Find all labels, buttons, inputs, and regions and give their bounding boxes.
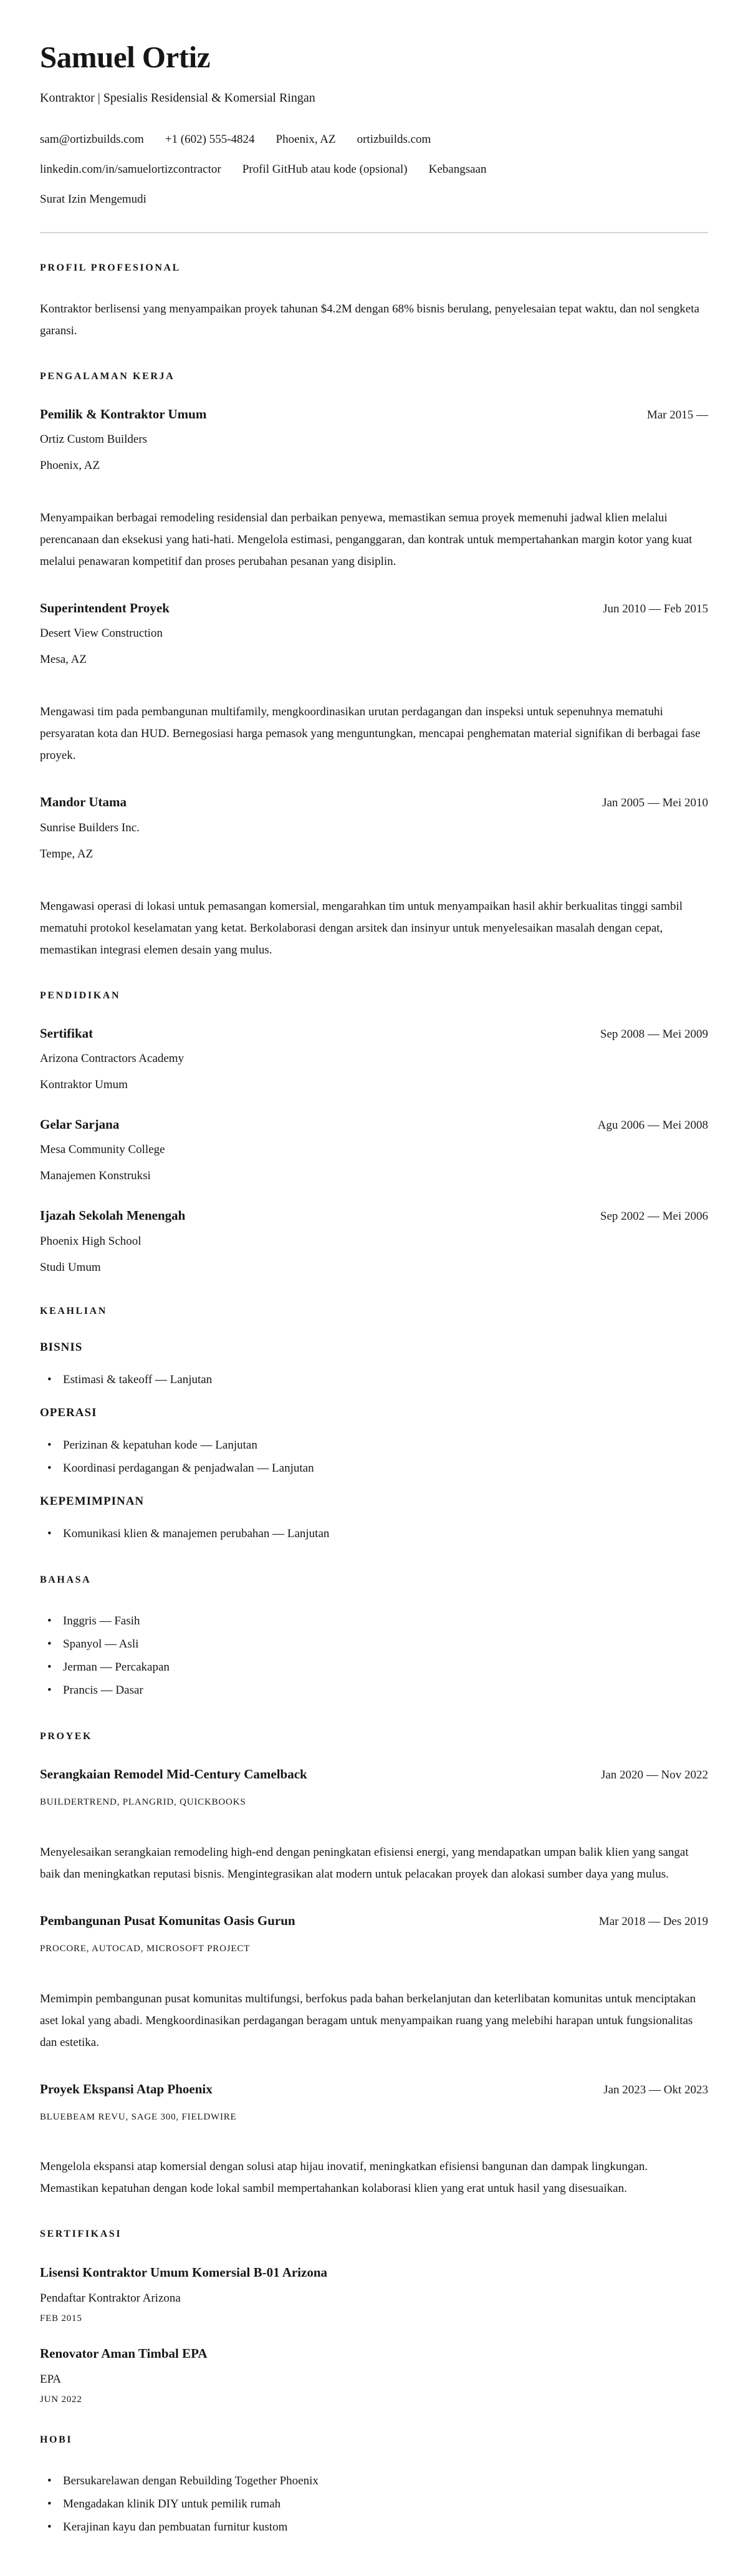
- job-dates: Jan 2005 — Mei 2010: [602, 796, 708, 810]
- contact-website: ortizbuilds.com: [357, 133, 431, 147]
- education-dates: Sep 2002 — Mei 2006: [600, 1210, 708, 1223]
- contact-email: sam@ortizbuilds.com: [40, 133, 144, 147]
- education-entry: [40, 1116, 708, 1185]
- section-experience-title: PENGALAMAN KERJA: [40, 370, 175, 382]
- education-entry-head: [40, 1207, 708, 1223]
- profile-summary: Kontraktor berlisensi yang menyampaikan proyek tahunan $4.2M dengan 68% bisnis berulang, penyelesaian tepat waktu, dan nol sengketa garansi.: [40, 302, 699, 337]
- project-dates: Mar 2018 — Des 2019: [598, 1914, 708, 1928]
- project-entry: [40, 2081, 708, 2200]
- section-skills: [40, 1305, 708, 1545]
- skill-group-business: [40, 1341, 708, 1391]
- contact-phone: +1 (602) 555-4824: [165, 133, 255, 147]
- education-field: Kontraktor Umum: [40, 1078, 128, 1091]
- hobby-item: • Mengadakan klinik DIY untuk pemilik rumah: [40, 2492, 708, 2516]
- education-degree: Ijazah Sekolah Menengah: [40, 1208, 186, 1223]
- job-entry-head: [40, 600, 708, 616]
- certification-date: JUN 2022: [40, 2395, 82, 2405]
- job-entry: [40, 794, 708, 960]
- project-entry-head: [40, 1913, 708, 1929]
- project-dates: Jan 2023 — Okt 2023: [603, 2083, 708, 2096]
- job-location: Phoenix, AZ: [40, 459, 100, 473]
- job-title: Superintendent Proyek: [40, 601, 170, 616]
- contact-row-2: [40, 161, 708, 178]
- section-hobbies-title: HOBI: [40, 2434, 73, 2445]
- education-school: Arizona Contractors Academy: [40, 1052, 185, 1065]
- project-tools: BUILDERTREND, PLANGRID, QUICKBOOKS: [40, 1797, 246, 1808]
- project-description: Menyelesaikan serangkaian remodeling high-end dengan peningkatan efisiensi energi, yang mendapatkan umpan balik klien yang sangat baik dan meningkatkan reputasi bisnis. Mengintegrasikan alat modern untuk pelacakan proyek dan alokasi sumber daya yang mulus.: [40, 1845, 689, 1881]
- education-field: Manajemen Konstruksi: [40, 1169, 151, 1183]
- section-experience: [40, 370, 708, 961]
- section-languages-title: BAHASA: [40, 1574, 92, 1585]
- job-dates: Jun 2010 — Feb 2015: [603, 602, 708, 616]
- project-name: Proyek Ekspansi Atap Phoenix: [40, 2081, 213, 2096]
- job-title: Mandor Utama: [40, 794, 127, 810]
- header-divider: [40, 232, 708, 233]
- resume-header: [40, 41, 708, 208]
- education-degree: Gelar Sarjana: [40, 1117, 120, 1132]
- project-entry-head: [40, 2081, 708, 2097]
- job-dates: Mar 2015 —: [646, 408, 708, 422]
- education-degree: Sertifikat: [40, 1025, 94, 1041]
- job-description: Menyampaikan berbagai remodeling residensial dan perbaikan penyewa, memastikan semua proyek memenuhi jadwal klien melalui perencanaan dan eksekusi yang hati-hati. Mengelola estimasi, penganggaran, dan kontrak untuk mempertahankan margin kotor yang kuat melalui penawaran kompetitif dan proses perubahan pesanan yang disiplin.: [40, 511, 693, 569]
- project-name: Serangkaian Remodel Mid-Century Camelback: [40, 1767, 307, 1782]
- project-name: Pembangunan Pusat Komunitas Oasis Gurun: [40, 1913, 295, 1928]
- project-tools: PROCORE, AUTOCAD, MICROSOFT PROJECT: [40, 1944, 251, 1954]
- job-description: Mengawasi tim pada pembangunan multifamily, mengkoordinasikan urutan perdagangan dan inspeksi untuk sepenuhnya mematuhi persyaratan kota dan HUD. Bernegosiasi harga pemasok yang menguntungkan, mencapai penghematan material signifikan di berbagai fase proyek.: [40, 705, 701, 763]
- job-company: Sunrise Builders Inc.: [40, 821, 140, 834]
- contact-row-1: [40, 131, 708, 148]
- skill-group-leadership: [40, 1495, 708, 1545]
- education-dates: Agu 2006 — Mei 2008: [597, 1119, 708, 1132]
- contact-location: Phoenix, AZ: [276, 133, 336, 147]
- project-description: Memimpin pembangunan pusat komunitas multifungsi, berfokus pada bahan berkelanjutan dan keterlibatan komunitas untuk menciptakan aset lokal yang abadi. Mengkoordinasikan perdagangan beragam untuk menyampaikan ruang yang melebihi harapan untuk fungsionalitas dan estetika.: [40, 1992, 696, 2049]
- certification-name: Lisensi Kontraktor Umum Komersial B-01 Arizona: [40, 2264, 328, 2280]
- education-school: Phoenix High School: [40, 1234, 141, 1248]
- job-entry-head: [40, 406, 708, 422]
- education-dates: Sep 2008 — Mei 2009: [600, 1027, 708, 1041]
- language-item: • Spanyol — Asli: [40, 1633, 708, 1656]
- certification-entry: [40, 2345, 708, 2405]
- project-entry: [40, 1913, 708, 2053]
- section-certifications-title: SERTIFIKASI: [40, 2229, 122, 2240]
- contact-github-placeholder: Profil GitHub atau kode (opsional): [242, 163, 408, 176]
- job-title: Pemilik & Kontraktor Umum: [40, 406, 207, 422]
- skill-group-title: KEPEMIMPINAN: [40, 1494, 145, 1508]
- education-entry: [40, 1025, 708, 1094]
- skill-list: [40, 1434, 708, 1480]
- certification-issuer: EPA: [40, 2373, 62, 2386]
- section-skills-title: KEAHLIAN: [40, 1305, 107, 1316]
- skill-item: • Komunikasi klien & manajemen perubahan — Lanjutan: [40, 1522, 708, 1545]
- job-entry: [40, 600, 708, 766]
- contact-linkedin: linkedin.com/in/samuelortizcontractor: [40, 163, 221, 176]
- hobby-list: [40, 2469, 708, 2539]
- education-school: Mesa Community College: [40, 1143, 165, 1157]
- section-certifications: [40, 2228, 708, 2405]
- job-description: Mengawasi operasi di lokasi untuk pemasangan komersial, mengarahkan tim untuk menyampaikan hasil akhir berkualitas tinggi sambil mematuhi protokol keselamatan yang ketat. Berkolaborasi dengan arsitek dan insinyur untuk menyelesaikan masalah dengan cepat, memastikan integrasi elemen desain yang mulus.: [40, 899, 683, 957]
- skill-item: • Estimasi & takeoff — Lanjutan: [40, 1368, 708, 1391]
- hobby-item: • Bersukarelawan dengan Rebuilding Together Phoenix: [40, 2469, 708, 2492]
- section-hobbies: [40, 2434, 708, 2539]
- section-languages: [40, 1574, 708, 1702]
- skill-list: [40, 1368, 708, 1391]
- education-entry-head: [40, 1116, 708, 1132]
- certification-entry: [40, 2264, 708, 2324]
- section-education: [40, 990, 708, 1276]
- project-dates: Jan 2020 — Nov 2022: [600, 1768, 708, 1782]
- skill-group-title: OPERASI: [40, 1406, 97, 1419]
- language-item: • Prancis — Dasar: [40, 1679, 708, 1702]
- section-projects-title: PROYEK: [40, 1730, 93, 1742]
- job-entry-head: [40, 794, 708, 810]
- project-entry: [40, 1766, 708, 1885]
- project-description: Mengelola ekspansi atap komersial dengan solusi atap hijau inovatif, meningkatkan efisiensi bangunan dan dampak lingkungan. Memastikan kepatuhan dengan kode lokal sambil mempertahankan kolaborasi klien yang erat untuk hasil yang disesuaikan.: [40, 2160, 648, 2196]
- contact-row-3: [40, 191, 708, 208]
- project-entry-head: [40, 1766, 708, 1782]
- candidate-tagline: Kontraktor | Spesialis Residensial & Komersial Ringan: [40, 91, 315, 105]
- job-entry: [40, 406, 708, 572]
- certification-name: Renovator Aman Timbal EPA: [40, 2345, 208, 2361]
- contact-driving-license: Surat Izin Mengemudi: [40, 193, 146, 206]
- job-company: Ortiz Custom Builders: [40, 433, 148, 446]
- certification-issuer: Pendaftar Kontraktor Arizona: [40, 2291, 181, 2305]
- job-location: Mesa, AZ: [40, 653, 87, 667]
- skill-group-title: BISNIS: [40, 1340, 83, 1354]
- hobby-item: • Kerajinan kayu dan pembuatan furnitur kustom: [40, 2516, 708, 2539]
- skill-item: • Koordinasi perdagangan & penjadwalan — Lanjutan: [40, 1457, 708, 1480]
- language-item: • Jerman — Percakapan: [40, 1656, 708, 1679]
- skill-item: • Perizinan & kepatuhan kode — Lanjutan: [40, 1434, 708, 1457]
- job-location: Tempe, AZ: [40, 847, 94, 861]
- project-tools: BLUEBEAM REVU, SAGE 300, FIELDWIRE: [40, 2111, 237, 2122]
- skill-list: [40, 1522, 708, 1545]
- section-profile: [40, 262, 708, 341]
- section-profile-title: PROFIL PROFESIONAL: [40, 263, 181, 274]
- certification-date: FEB 2015: [40, 2313, 82, 2323]
- job-company: Desert View Construction: [40, 627, 163, 640]
- candidate-name: Samuel Ortiz: [40, 40, 210, 74]
- contact-nationality-placeholder: Kebangsaan: [428, 163, 487, 176]
- section-projects: [40, 1730, 708, 2199]
- language-item: • Inggris — Fasih: [40, 1609, 708, 1633]
- skill-group-operations: [40, 1406, 708, 1480]
- education-entry-head: [40, 1025, 708, 1041]
- education-field: Studi Umum: [40, 1260, 101, 1274]
- language-list: [40, 1609, 708, 1702]
- education-entry: [40, 1207, 708, 1276]
- section-education-title: PENDIDIKAN: [40, 990, 121, 1001]
